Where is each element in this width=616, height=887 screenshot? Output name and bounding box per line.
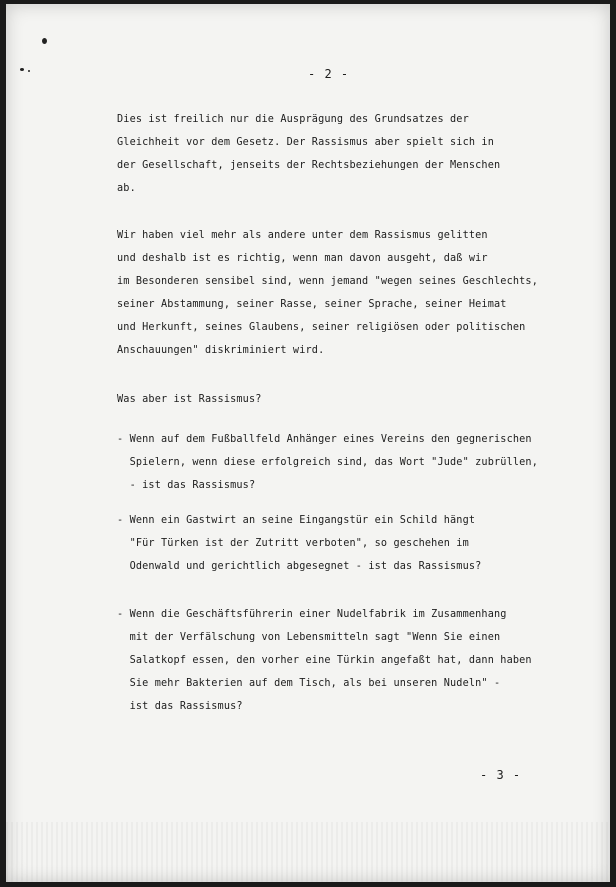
text-line: und deshalb ist es richtig, wenn man davon ausgeht, daß wir — [117, 253, 488, 264]
bullet-line: - ist das Rassismus? — [117, 480, 256, 491]
text-line: und Herkunft, seines Glaubens, seiner religiösen oder politischen — [117, 322, 526, 333]
scan-speck — [28, 70, 30, 72]
bullet-line: "Für Türken ist der Zutritt verboten", so geschehen im — [117, 538, 469, 549]
text-line: Was aber ist Rassismus? — [117, 394, 262, 405]
page-number-header: - 2 - — [308, 67, 350, 81]
text-line: Wir haben viel mehr als andere unter dem Rassismus gelitten — [117, 230, 488, 241]
page-number-footer: - 3 - — [480, 768, 522, 782]
bullet-line: ist das Rassismus? — [117, 701, 243, 712]
scan-speck — [20, 68, 24, 71]
bullet-line: - Wenn die Geschäftsführerin einer Nudelfabrik im Zusammenhang — [117, 609, 507, 620]
bullet-line: Spielern, wenn diese erfolgreich sind, das Wort "Jude" zubrüllen, — [117, 457, 538, 468]
scan-noise — [6, 822, 610, 882]
text-line: Gleichheit vor dem Gesetz. Der Rassismus aber spielt sich in — [117, 137, 495, 148]
bullet-line: Odenwald und gerichtlich abgesegnet - ist das Rassismus? — [117, 561, 482, 572]
scan-speck — [42, 38, 47, 44]
bullet-line: - Wenn ein Gastwirt an seine Eingangstür ein Schild hängt — [117, 515, 476, 526]
text-line: Anschauungen" diskriminiert wird. — [117, 345, 325, 356]
bullet-line: Salatkopf essen, den vorher eine Türkin angefaßt hat, dann haben — [117, 655, 532, 666]
text-line: Dies ist freilich nur die Ausprägung des Grundsatzes der — [117, 114, 469, 125]
bullet-line: mit der Verfälschung von Lebensmitteln sagt "Wenn Sie einen — [117, 632, 501, 643]
text-line: im Besonderen sensibel sind, wenn jemand "wegen seines Geschlechts, — [117, 276, 538, 287]
text-line: seiner Abstammung, seiner Rasse, seiner Sprache, seiner Heimat — [117, 299, 507, 310]
text-line: der Gesellschaft, jenseits der Rechtsbeziehungen der Menschen — [117, 160, 501, 171]
text-line: ab. — [117, 183, 136, 194]
bullet-line: Sie mehr Bakterien auf dem Tisch, als bei unseren Nudeln" - — [117, 678, 501, 689]
bullet-line: - Wenn auf dem Fußballfeld Anhänger eines Vereins den gegnerischen — [117, 434, 532, 445]
document-page — [6, 4, 610, 882]
